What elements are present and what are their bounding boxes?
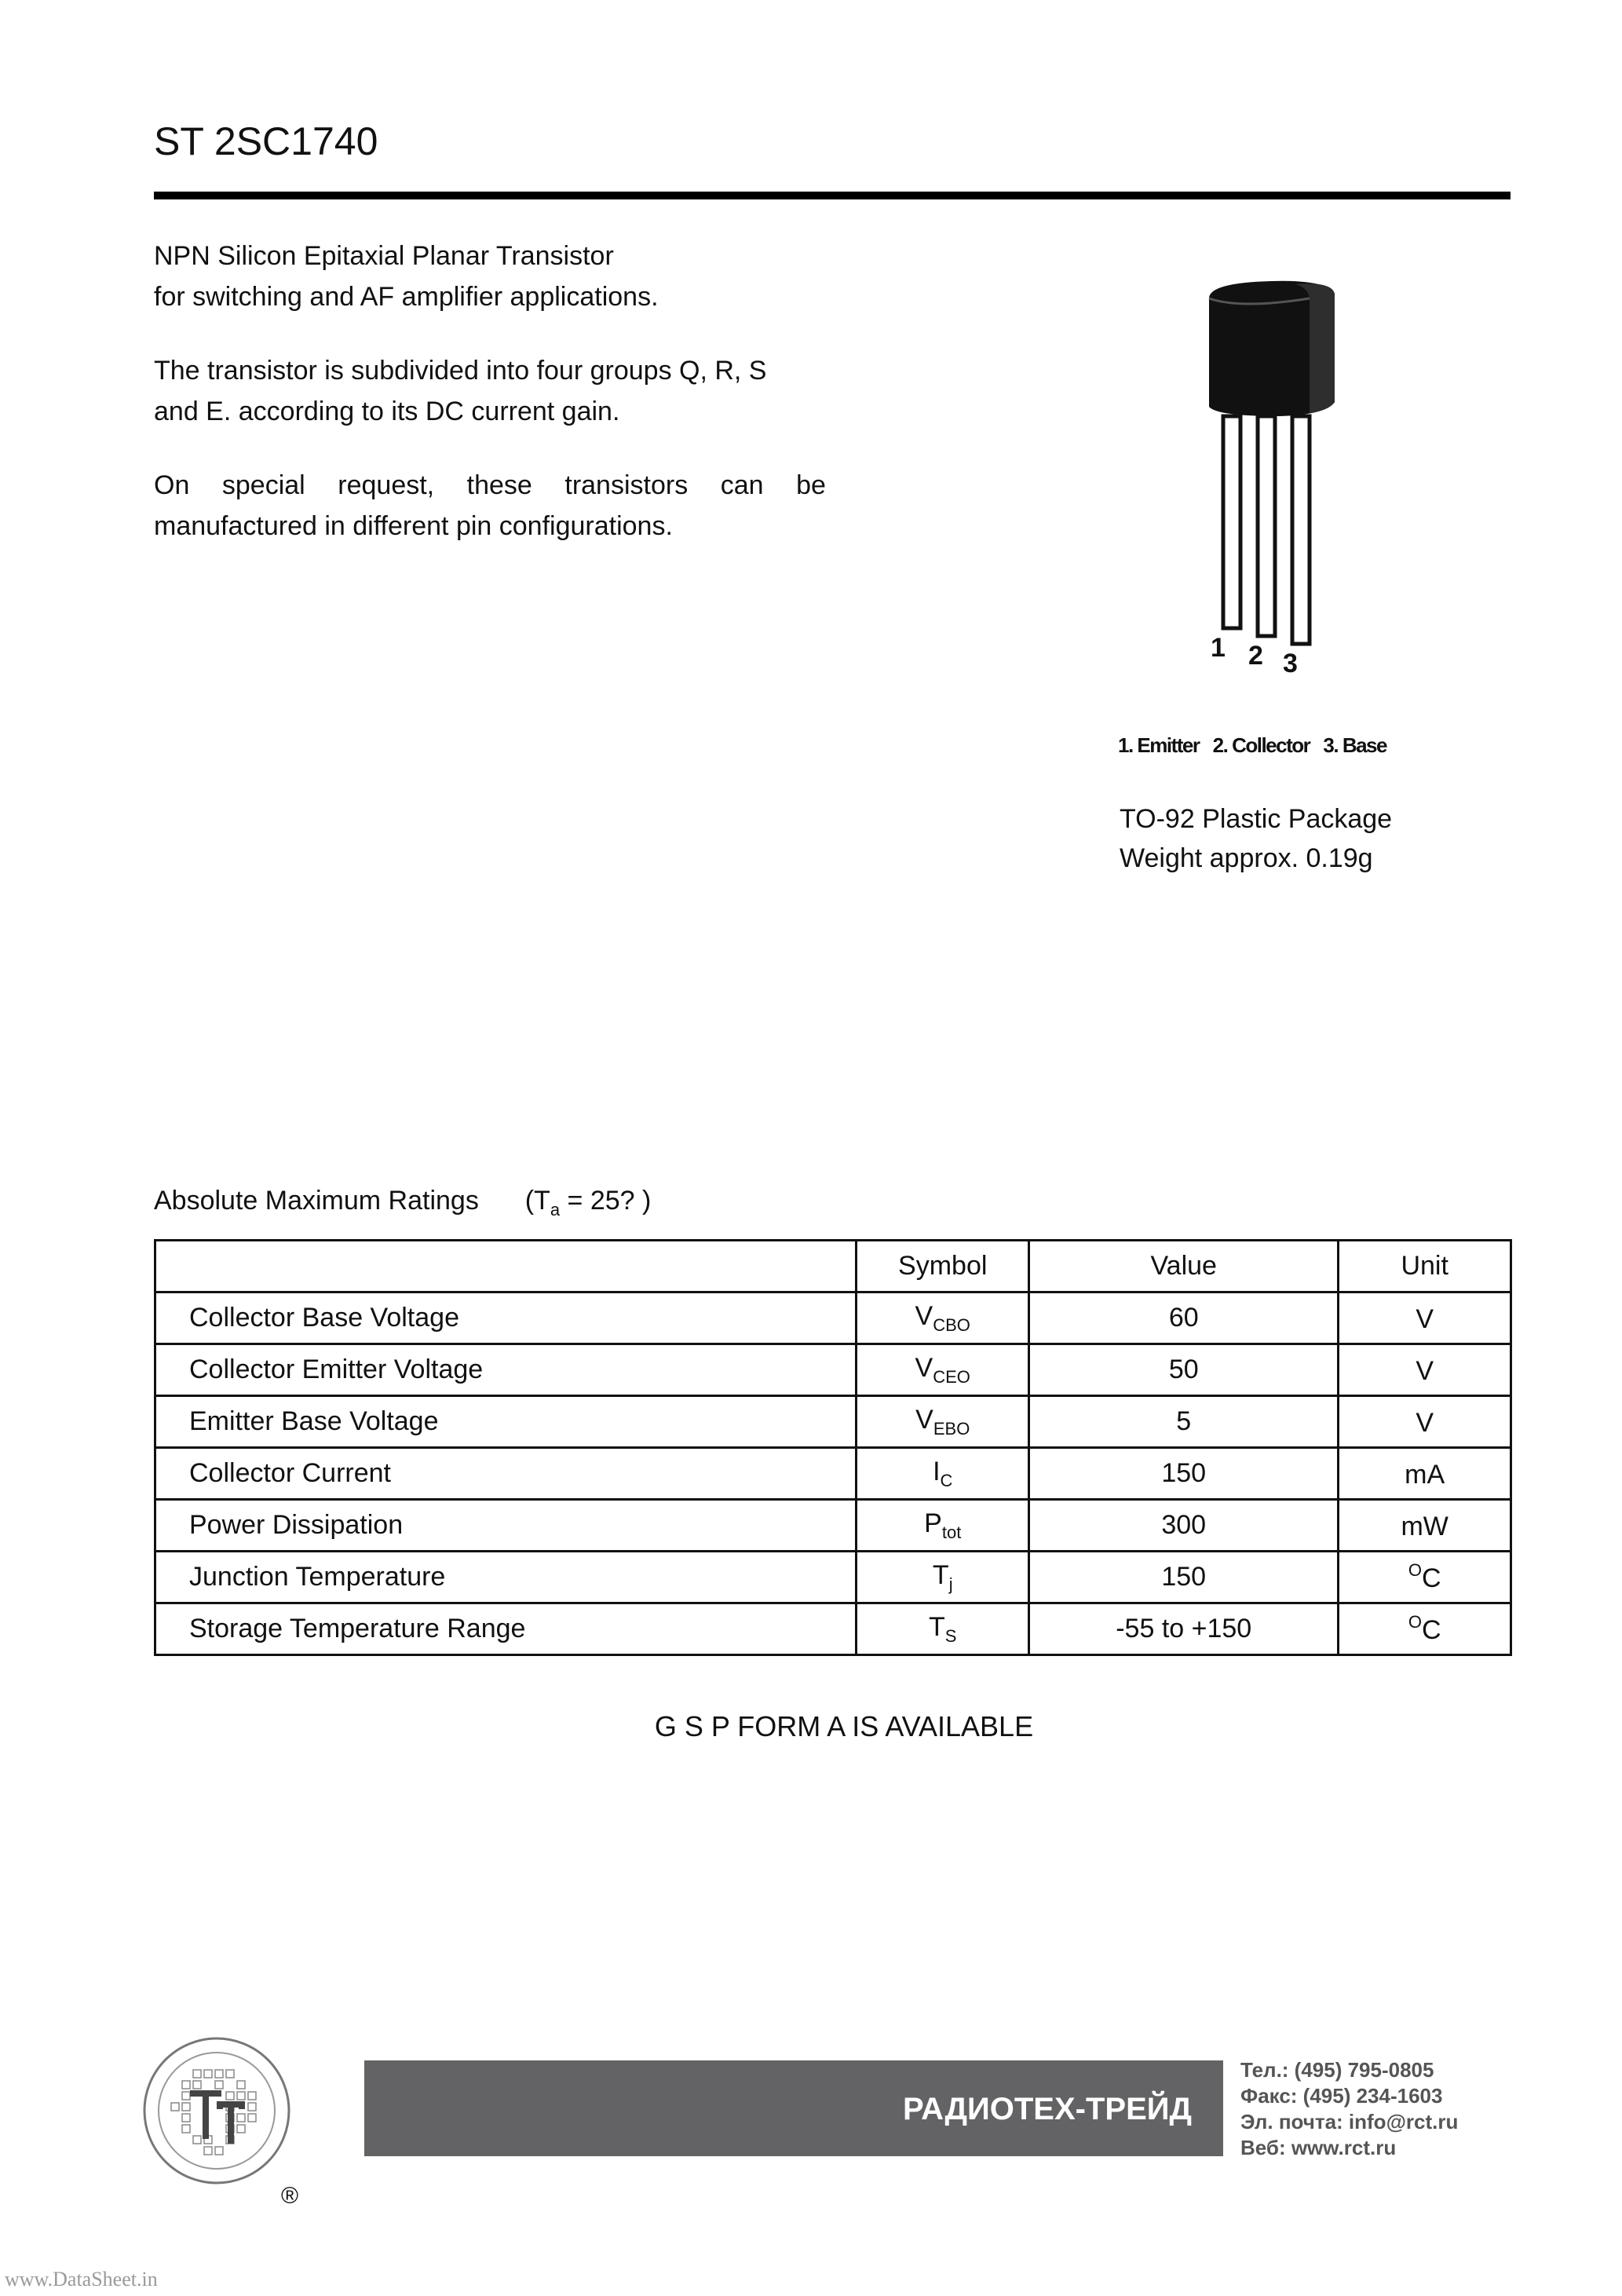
- param-cell: Emitter Base Voltage: [155, 1396, 857, 1448]
- symbol-cell: $V_{EBO}$: [857, 1396, 1029, 1448]
- intro-paragraph-1: [154, 236, 826, 317]
- param-cell: Collector Emitter Voltage: [155, 1344, 857, 1396]
- table-row: [155, 1500, 1511, 1552]
- symbol-cell: $V_{CBO}$: [857, 1292, 1029, 1344]
- symbol-cell: $I_C$: [857, 1448, 1029, 1500]
- intro-line: and E. according to its DC current gain.: [154, 397, 620, 426]
- package-name: TO-92 Plastic Package: [1120, 804, 1393, 834]
- param-cell: Power Dissipation: [155, 1500, 857, 1552]
- value-cell: 5: [1029, 1396, 1339, 1448]
- value-cell: 50: [1029, 1344, 1339, 1396]
- symbol-cell: $P_{tot}$: [857, 1500, 1029, 1552]
- ratings-table: [154, 1239, 1512, 1656]
- value-cell: -55 to +150: [1029, 1603, 1339, 1655]
- pin-number: 1: [1211, 633, 1226, 663]
- contact-block: [1240, 2057, 1458, 2161]
- transistor-leads: [1223, 416, 1310, 644]
- word: On: [154, 470, 190, 500]
- word: can: [720, 470, 764, 500]
- intro-line-justified: [154, 465, 826, 506]
- ratings-condition: ($T_a = 25$? ): [524, 1186, 652, 1219]
- value-cell: 150: [1029, 1448, 1339, 1500]
- unit-cell: V: [1339, 1396, 1511, 1448]
- ratings-heading: [154, 1186, 651, 1220]
- param-cell: Junction Temperature: [155, 1552, 857, 1603]
- contact-email[interactable]: Эл. почта: info@rct.ru: [1240, 2110, 1459, 2133]
- value-cell: 150: [1029, 1552, 1339, 1603]
- company-name: РАДИОТЕХ-ТРЕЙД: [902, 2092, 1192, 2126]
- word: transistors: [564, 470, 689, 500]
- unit-cell: V: [1339, 1292, 1511, 1344]
- to92-package-illustration: [1178, 275, 1429, 699]
- contact-web[interactable]: Веб: www.rct.ru: [1240, 2136, 1397, 2159]
- header-parameter: [155, 1241, 857, 1292]
- table-row: [155, 1448, 1511, 1500]
- table-row: [155, 1552, 1511, 1603]
- package-weight: Weight approx. 0.19g: [1120, 843, 1373, 873]
- table-row: [155, 1292, 1511, 1344]
- title-rule: [154, 192, 1511, 199]
- param-cell: Collector Current: [155, 1448, 857, 1500]
- header-symbol: Symbol: [857, 1241, 1029, 1292]
- gsp-note: G S P FORM A IS AVAILABLE: [654, 1710, 1034, 1742]
- header-unit: Unit: [1339, 1241, 1511, 1292]
- unit-cell: mA: [1339, 1448, 1511, 1500]
- intro-paragraph-3: [154, 465, 826, 547]
- table-row: [155, 1603, 1511, 1655]
- unit-cell: mW: [1339, 1500, 1511, 1552]
- intro-line: NPN Silicon Epitaxial Planar Transistor: [154, 241, 614, 271]
- company-banner: [364, 2060, 1223, 2156]
- intro-line: for switching and AF amplifier applications.: [154, 282, 659, 312]
- pin-legend: 1. Emitter 2. Collector 3. Base: [1118, 733, 1386, 757]
- word: special: [221, 470, 305, 500]
- contact-fax: Факс: (495) 234-1603: [1240, 2084, 1443, 2108]
- pin-number: 3: [1283, 649, 1298, 678]
- table-header-row: [155, 1241, 1511, 1292]
- pin-number: 2: [1248, 641, 1263, 671]
- value-cell: 300: [1029, 1500, 1339, 1552]
- table-row: [155, 1396, 1511, 1448]
- ratings-title: Absolute Maximum Ratings: [154, 1186, 479, 1216]
- unit-cell: V: [1339, 1344, 1511, 1396]
- param-cell: Collector Base Voltage: [155, 1292, 857, 1344]
- symbol-cell: $V_{CEO}$: [857, 1344, 1029, 1396]
- unit-cell: $^O$C: [1339, 1603, 1511, 1655]
- symbol-cell: $T_j$: [857, 1552, 1029, 1603]
- word: request,: [338, 470, 435, 500]
- table-row: [155, 1344, 1511, 1396]
- unit-cell: $^O$C: [1339, 1552, 1511, 1603]
- param-cell: Storage Temperature Range: [155, 1603, 857, 1655]
- header-value: Value: [1029, 1241, 1339, 1292]
- intro-line: The transistor is subdivided into four groups Q, R, S: [154, 356, 767, 386]
- registered-mark: ®: [281, 2183, 299, 2209]
- watermark: www.DataSheet.in: [5, 2268, 158, 2291]
- symbol-cell: $T_S$: [857, 1603, 1029, 1655]
- word: be: [796, 470, 826, 500]
- contact-phone: Тел.: (495) 795-0805: [1240, 2058, 1434, 2082]
- value-cell: 60: [1029, 1292, 1339, 1344]
- word: these: [466, 470, 532, 500]
- intro-paragraph-2: [154, 350, 826, 432]
- package-info: [1120, 799, 1392, 878]
- intro-line: manufactured in different pin configurations.: [154, 511, 673, 541]
- transistor-body: [1209, 281, 1335, 416]
- page-title: ST 2SC1740: [154, 119, 378, 163]
- company-logo-icon: [138, 2032, 295, 2189]
